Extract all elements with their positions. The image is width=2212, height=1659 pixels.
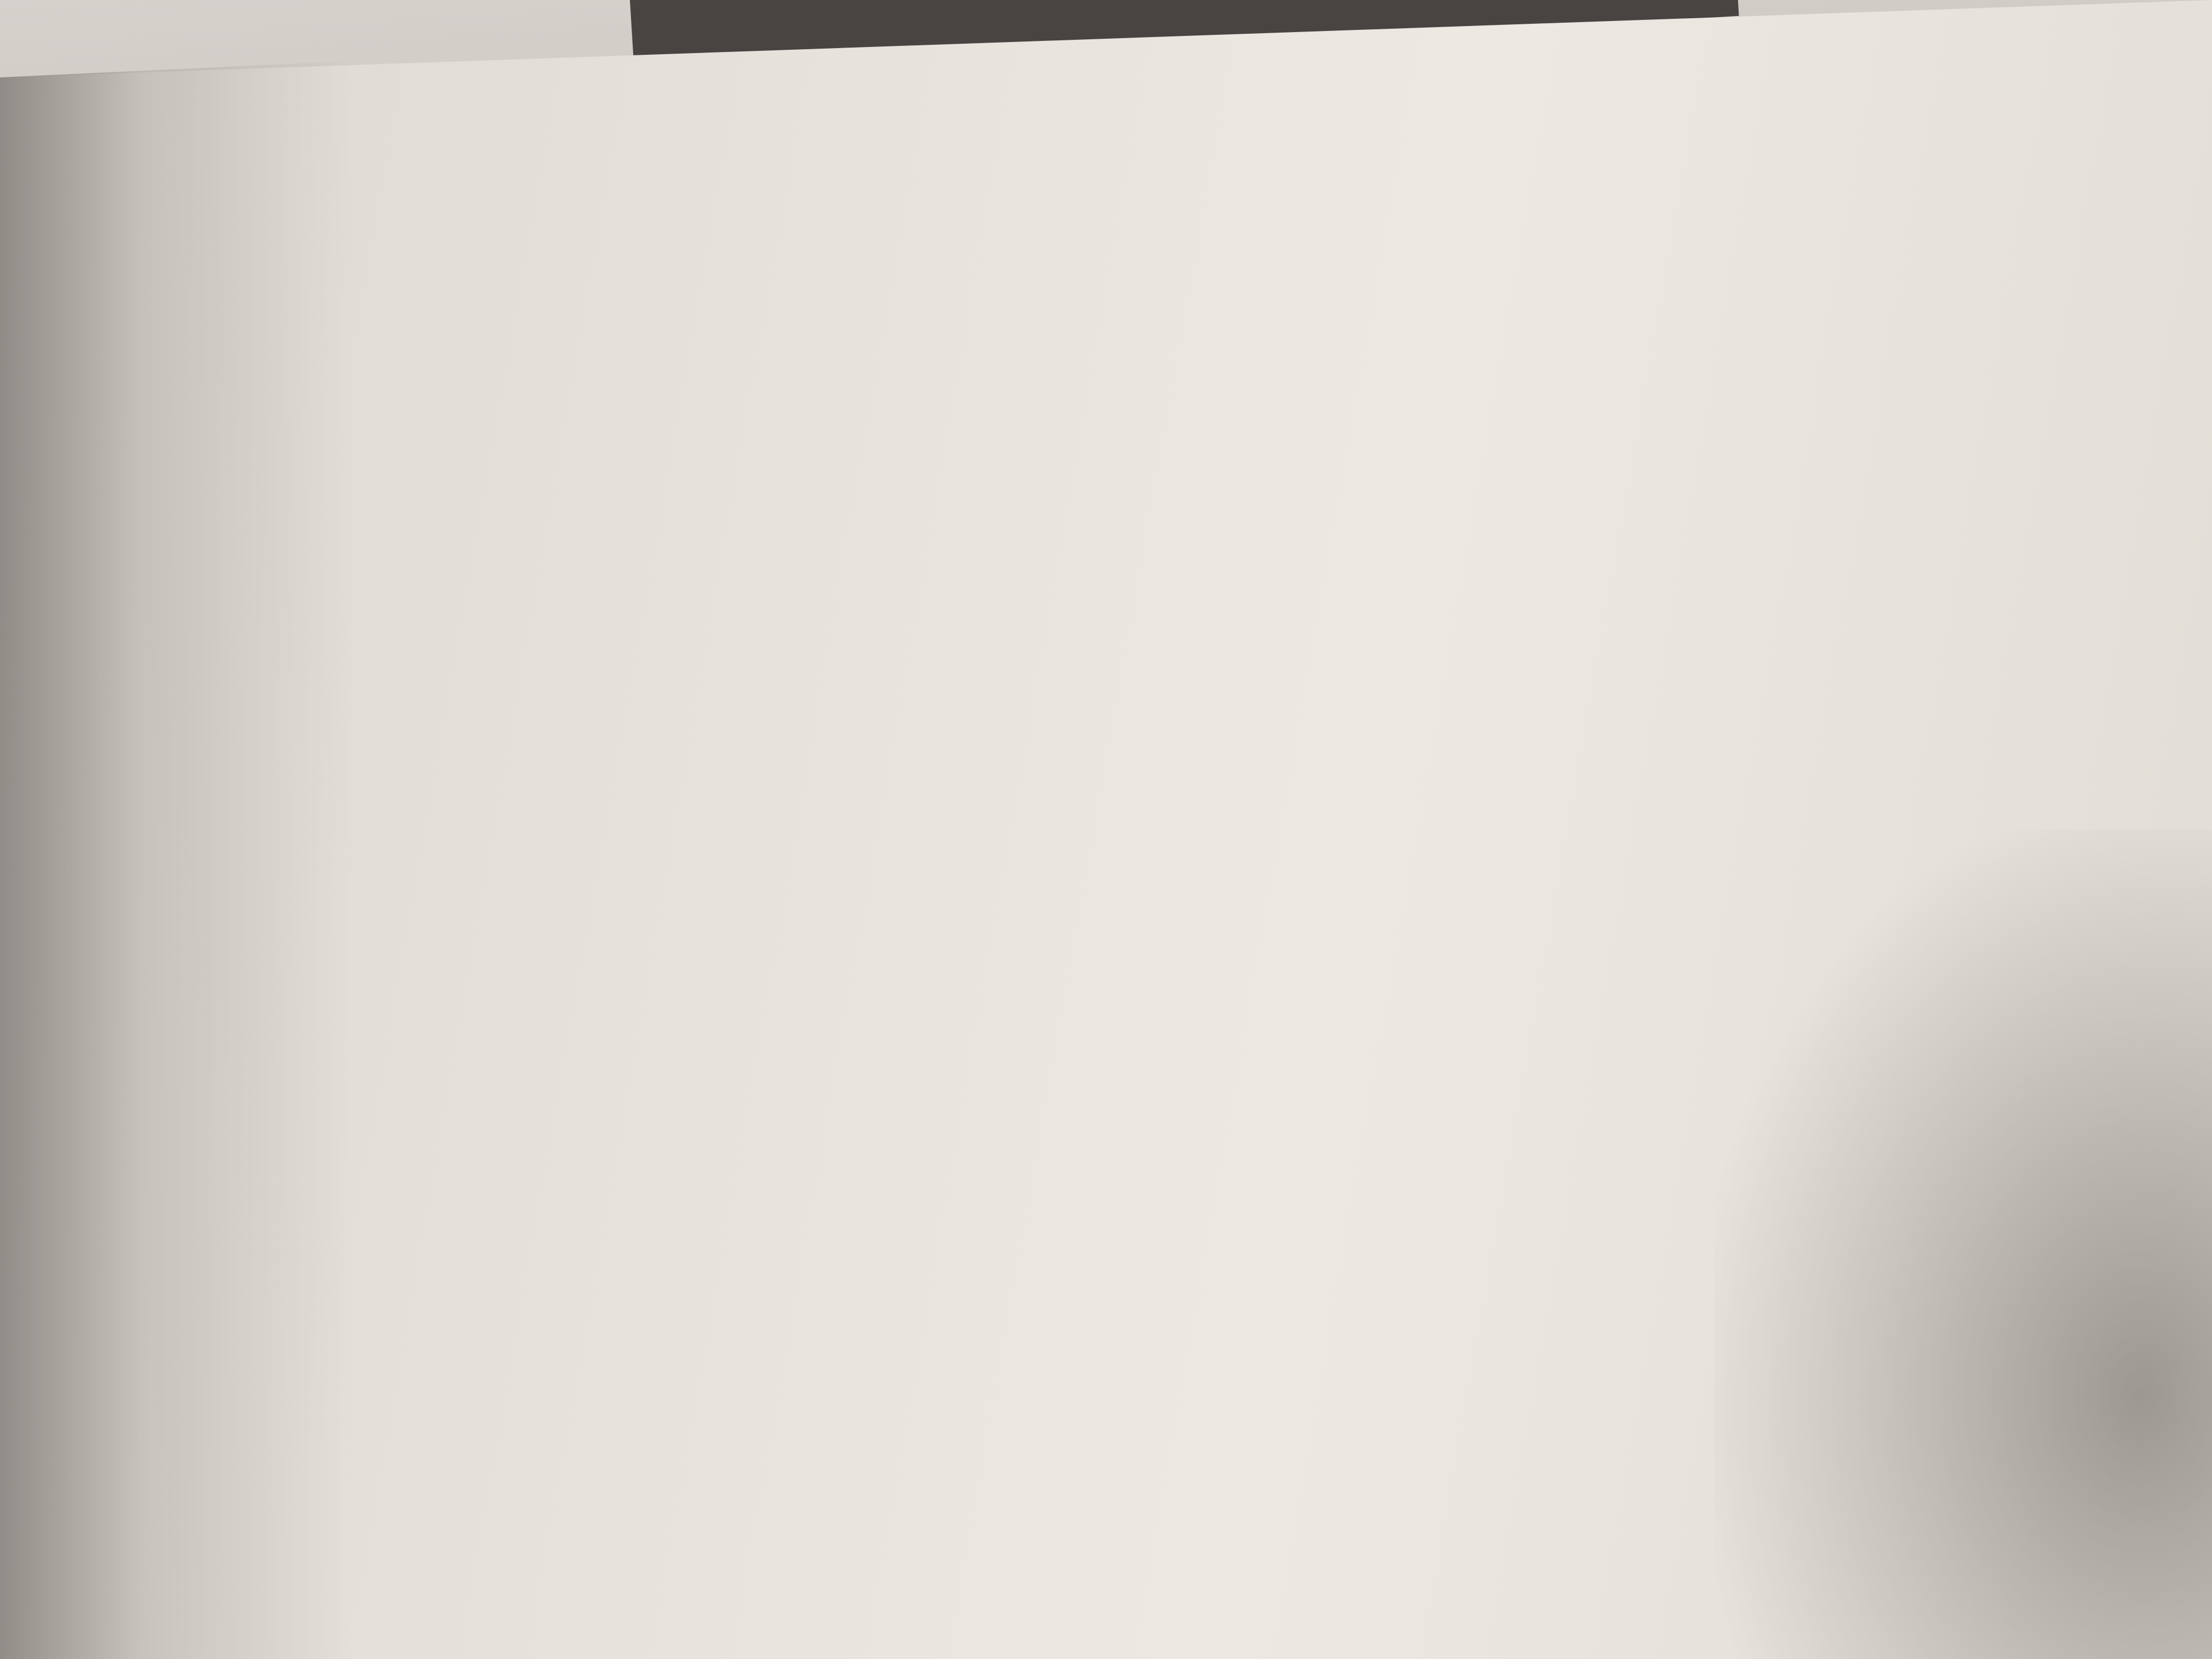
gutter-shadow: [0, 0, 354, 1659]
hand-shadow: [1714, 830, 2212, 1659]
